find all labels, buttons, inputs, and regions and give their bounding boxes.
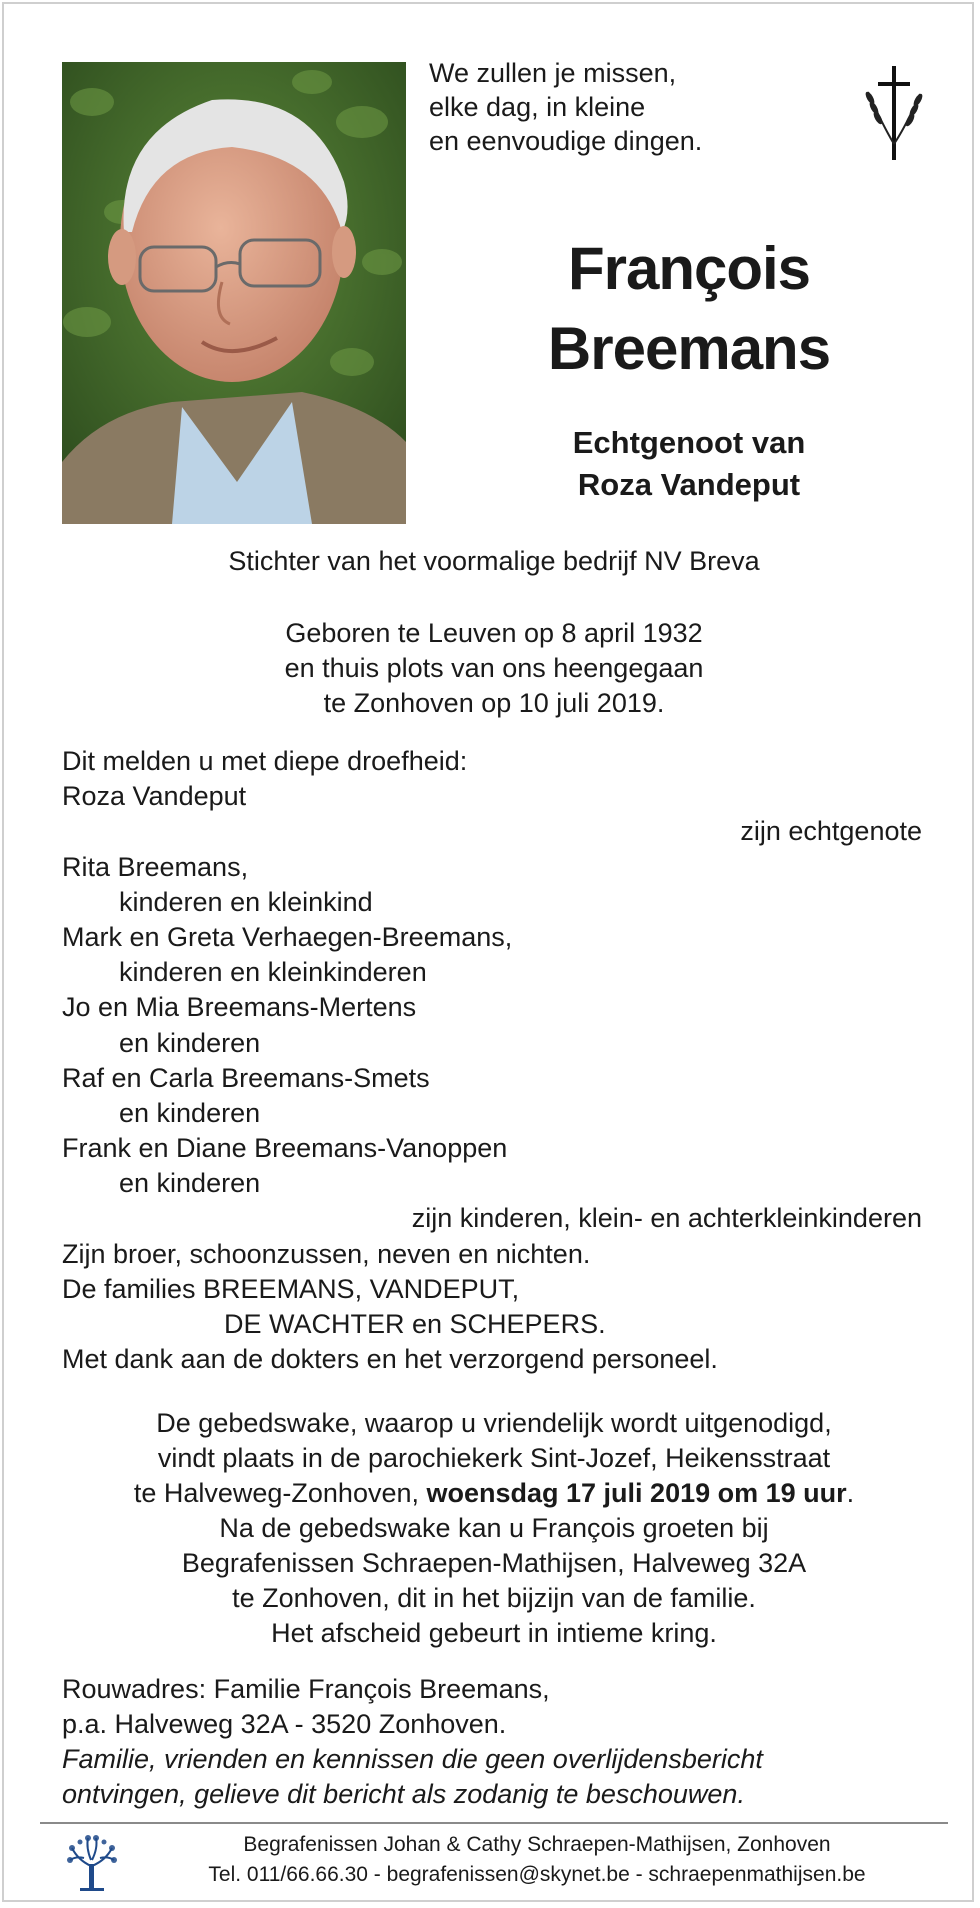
poem-line: en eenvoudige dingen. bbox=[429, 126, 703, 156]
family-child-sub: en kinderen bbox=[119, 1027, 261, 1058]
birth-line: te Zonhoven op 10 juli 2019. bbox=[323, 688, 665, 718]
family-list bbox=[62, 744, 922, 1377]
address-line: p.a. Halveweg 32A - 3520 Zonhoven. bbox=[62, 1709, 507, 1739]
service-line: Begrafenissen Schraepen-Mathijsen, Halveweg 32A bbox=[181, 1548, 807, 1578]
birth-line: Geboren te Leuven op 8 april 1932 bbox=[285, 618, 703, 648]
service-line: Na de gebedswake kan u François groeten bij bbox=[219, 1513, 769, 1543]
poem-line: elke dag, in kleine bbox=[429, 92, 646, 122]
service-line: De gebedswake, waarop u vriendelijk wordt uitgenodigd, bbox=[156, 1408, 832, 1438]
portrait-illustration bbox=[62, 62, 406, 524]
cross-with-wheat-icon bbox=[856, 64, 932, 164]
spouse-line: Echtgenoot van bbox=[572, 425, 806, 460]
address-note: ontvingen, gelieve dit bericht als zodanig te beschouwen. bbox=[62, 1779, 745, 1809]
family-siblings: Zijn broer, schoonzussen, neven en nichten. bbox=[62, 1238, 591, 1269]
service-line: Het afscheid gebeurt in intieme kring. bbox=[271, 1618, 717, 1648]
deceased-first-name: François bbox=[567, 235, 811, 302]
footer-divider bbox=[40, 1822, 948, 1824]
spouse-relation bbox=[474, 422, 904, 506]
footer-line: Begrafenissen Johan & Cathy Schraepen-Mathijsen, Zonhoven bbox=[243, 1833, 831, 1856]
poem-line: We zullen je missen, bbox=[429, 58, 677, 88]
family-wife: Roza Vandeput bbox=[62, 781, 247, 812]
family-intro: Dit melden u met diepe droefheid: bbox=[62, 746, 468, 776]
founder-line bbox=[4, 544, 980, 579]
service-info bbox=[4, 1406, 980, 1651]
deceased-last-name: Breemans bbox=[547, 315, 831, 382]
family-child-sub: en kinderen bbox=[119, 1168, 261, 1199]
family-thanks: Met dank aan de dokters en het verzorgend personeel. bbox=[62, 1344, 718, 1375]
service-line: te Zonhoven, dit in het bijzijn van de familie. bbox=[232, 1583, 756, 1613]
service-date-suffix: . bbox=[846, 1478, 855, 1508]
family-child: Rita Breemans, bbox=[62, 851, 249, 882]
family-child: Raf en Carla Breemans-Smets bbox=[62, 1062, 430, 1093]
address-note: Familie, vrienden en kennissen die geen overlijdensbericht bbox=[62, 1744, 763, 1774]
family-children-role: zijn kinderen, klein- en achterkleinkinderen bbox=[411, 1203, 922, 1234]
family-child: Mark en Greta Verhaegen-Breemans, bbox=[62, 921, 513, 952]
family-wife-role: zijn echtgenote bbox=[740, 816, 922, 847]
portrait-photo bbox=[62, 62, 406, 524]
family-child: Jo en Mia Breemans-Mertens bbox=[62, 992, 417, 1023]
service-date: woensdag 17 juli 2019 om 19 uur bbox=[426, 1478, 847, 1508]
poem bbox=[429, 56, 702, 158]
spouse-line: Roza Vandeput bbox=[577, 467, 801, 502]
family-child-sub: en kinderen bbox=[119, 1097, 261, 1128]
family-child-sub: kinderen en kleinkind bbox=[119, 886, 373, 917]
family-families: DE WACHTER en SCHEPERS. bbox=[224, 1309, 606, 1339]
family-child-sub: kinderen en kleinkinderen bbox=[119, 957, 427, 988]
service-line: vindt plaats in de parochiekerk Sint-Jozef, Heikensstraat bbox=[157, 1443, 831, 1473]
footer-contact: Tel. 011/66.66.30 - begrafenissen@skynet.be - schraepenmathijsen.be bbox=[208, 1863, 866, 1886]
birth-line: en thuis plots van ons heengegaan bbox=[284, 653, 704, 683]
deceased-name bbox=[474, 229, 904, 389]
address-line: Rouwadres: Familie François Breemans, bbox=[62, 1674, 550, 1704]
obituary-card bbox=[2, 2, 974, 1902]
family-child: Frank en Diane Breemans-Vanoppen bbox=[62, 1133, 508, 1164]
service-line-date bbox=[4, 1476, 980, 1511]
birth-death-info bbox=[4, 616, 980, 721]
founder-text: Stichter van het voormalige bedrijf NV Breva bbox=[228, 546, 760, 576]
family-families: De families BREEMANS, VANDEPUT, bbox=[62, 1273, 520, 1304]
service-date-prefix: te Halveweg-Zonhoven, bbox=[133, 1478, 427, 1508]
mourning-address bbox=[62, 1672, 763, 1812]
funeral-home-footer bbox=[4, 1830, 980, 1890]
